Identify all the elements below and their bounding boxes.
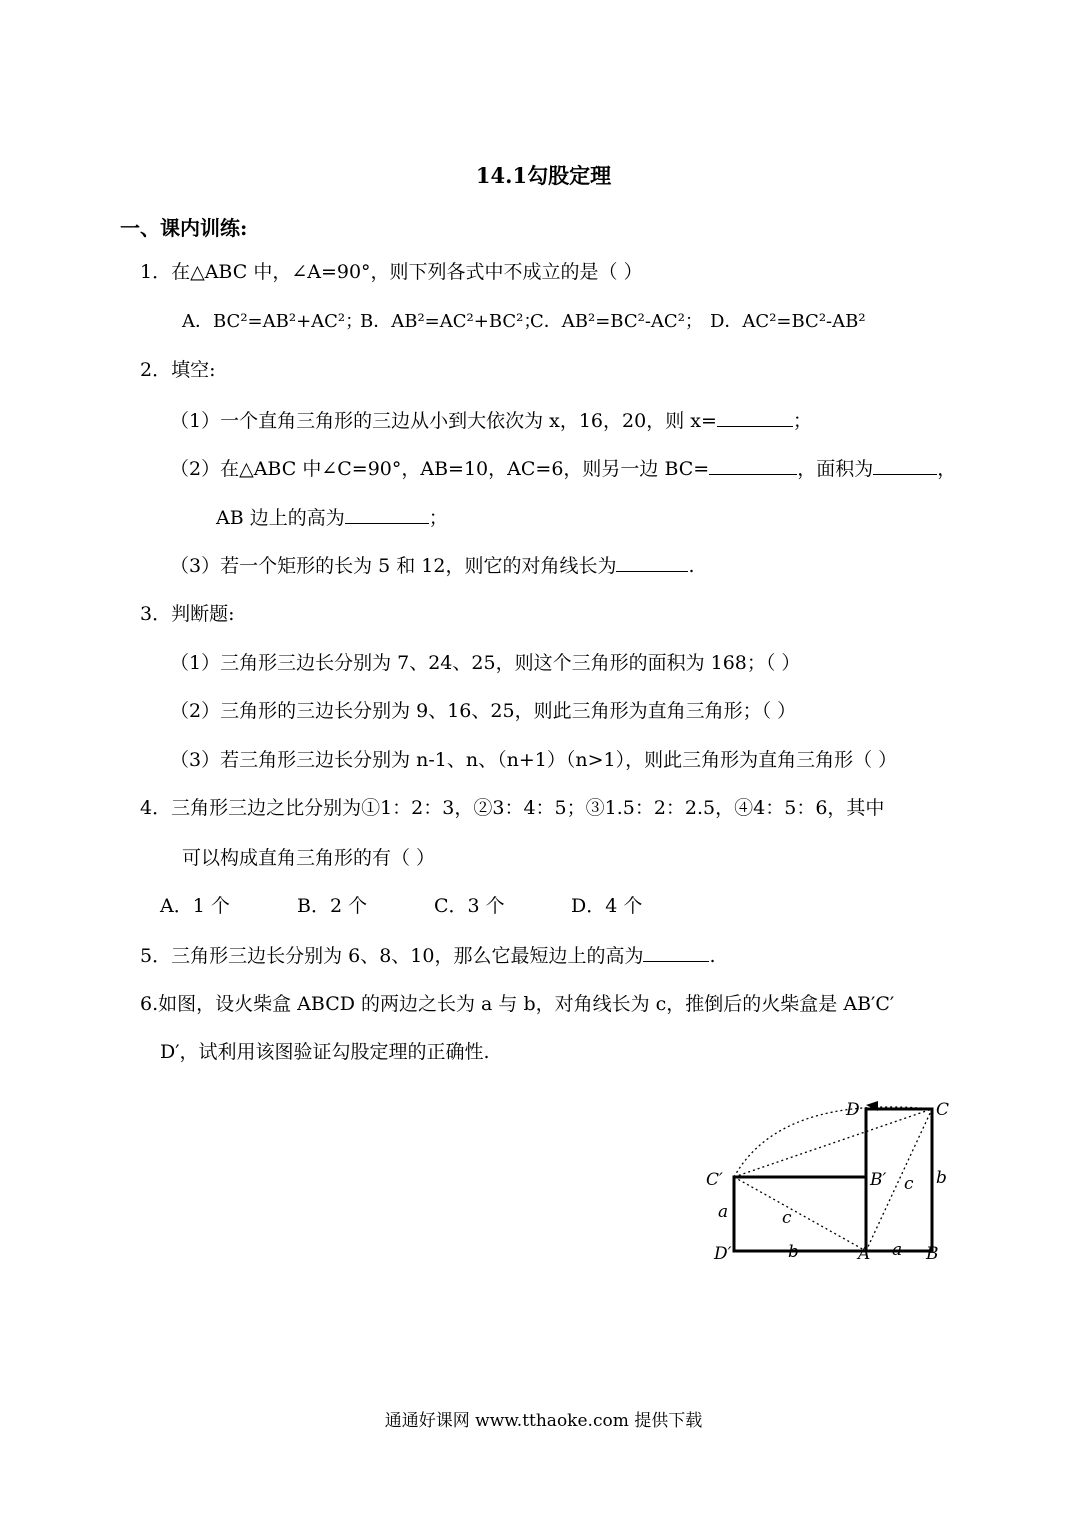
q4-option-b: B．2 个 xyxy=(297,895,368,917)
q2-part2 xyxy=(170,456,956,481)
q6-line2: D′，试利用该图验证勾股定理的正确性. xyxy=(160,1041,490,1063)
q5-text: 5．三角形三边长分别为 6、8、10，那么它最短边上的高为 xyxy=(140,945,644,967)
q2-part2-blank-bc[interactable] xyxy=(709,456,797,475)
q1-stem: 1．在△ABC 中，∠A=90°，则下列各式中不成立的是（ ） xyxy=(140,261,643,283)
label-c-prime: C′ xyxy=(706,1170,723,1190)
label-a-side-1: a xyxy=(718,1202,729,1222)
label-a-side-2: a xyxy=(892,1240,903,1260)
label-c-diagonal-1: c xyxy=(904,1174,914,1194)
q1-option-a: A．BC²=AB²+AC²； xyxy=(182,311,364,332)
page-footer: 通通好课网 www.tthaoke.com 提供下载 xyxy=(384,1411,703,1431)
q5 xyxy=(140,943,716,968)
section-heading: 一、课内训练: xyxy=(120,216,248,240)
q2-part1-text: （1）一个直角三角形的三边从小到大依次为 x，16，20，则 x= xyxy=(170,410,717,432)
label-d-prime: D′ xyxy=(714,1244,732,1264)
q2-part3-end: . xyxy=(688,555,695,577)
q1-option-c: C．AB²=BC²-AC²； xyxy=(530,311,703,332)
line-c-prime-a xyxy=(734,1177,866,1251)
q2-part3-blank[interactable] xyxy=(616,553,688,572)
q3-part1: （1）三角形三边长分别为 7、24、25，则这个三角形的面积为 168；（ ） xyxy=(170,652,801,674)
q2-stem: 2．填空: xyxy=(140,359,216,381)
q2-part2-text-b: ，面积为 xyxy=(797,458,874,480)
q2-part1-end: ； xyxy=(792,410,812,432)
q4-stem-line1: 4．三角形三边之比分别为①1：2：3，②3：4：5；③1.5：2：2.5，④4：5：6，其中 xyxy=(140,797,885,819)
q2-part1 xyxy=(170,408,812,433)
q3-stem: 3．判断题: xyxy=(140,603,235,625)
matchbox-figure xyxy=(700,1085,970,1265)
q4-option-d: D．4 个 xyxy=(571,895,643,917)
q1-option-b: B．AB²=AC²+BC²； xyxy=(360,311,542,332)
q4-option-a: A．1 个 xyxy=(160,895,230,917)
label-c: C xyxy=(936,1100,950,1120)
label-b-prime: B′ xyxy=(870,1170,887,1190)
q6-line1: 6.如图，设火柴盒 ABCD 的两边之长为 a 与 b，对角线长为 c，推倒后的火柴盒是 AB′C′ xyxy=(140,993,895,1015)
q2-part2-line2-text: AB 边上的高为 xyxy=(216,507,345,529)
label-d: D xyxy=(846,1100,860,1120)
q2-part2-blank-area[interactable] xyxy=(873,456,937,475)
q3-part2: （2）三角形的三边长分别为 9、16、25，则此三角形为直角三角形；（ ） xyxy=(170,700,797,722)
q4-stem-line2: 可以构成直角三角形的有（ ） xyxy=(182,847,436,869)
q5-blank[interactable] xyxy=(643,943,709,962)
q5-end: . xyxy=(709,945,716,967)
label-b-side-2: b xyxy=(788,1242,799,1262)
q2-part1-blank[interactable] xyxy=(717,408,793,427)
q1-option-d: D．AC²=BC²-AB² xyxy=(710,311,866,332)
q2-part2-line2 xyxy=(216,505,448,530)
q2-part2-end: ， xyxy=(937,458,957,480)
q3-part3: （3）若三角形三边长分别为 n-1、n、（n+1）（n>1），则此三角形为直角三角形（ ） xyxy=(170,749,898,771)
q2-part2-blank-height[interactable] xyxy=(345,505,429,524)
q4-option-c: C．3 个 xyxy=(434,895,505,917)
q2-part2-text-a: （2）在△ABC 中∠C=90°，AB=10，AC=6，则另一边 BC= xyxy=(170,458,710,480)
page-title: 14.1勾股定理 xyxy=(475,163,612,188)
q4-options xyxy=(160,894,642,918)
line-c-prime-c xyxy=(734,1109,932,1177)
q1-options xyxy=(182,310,866,334)
label-b-vertex: B xyxy=(926,1244,939,1264)
label-b-side-1: b xyxy=(936,1168,947,1188)
q2-part3 xyxy=(170,553,695,578)
label-a-vertex: A xyxy=(858,1244,871,1264)
q2-part3-text: （3）若一个矩形的长为 5 和 12，则它的对角线长为 xyxy=(170,555,617,577)
q2-part2-line2-end: ； xyxy=(428,507,448,529)
label-c-diagonal-2: c xyxy=(782,1208,792,1228)
